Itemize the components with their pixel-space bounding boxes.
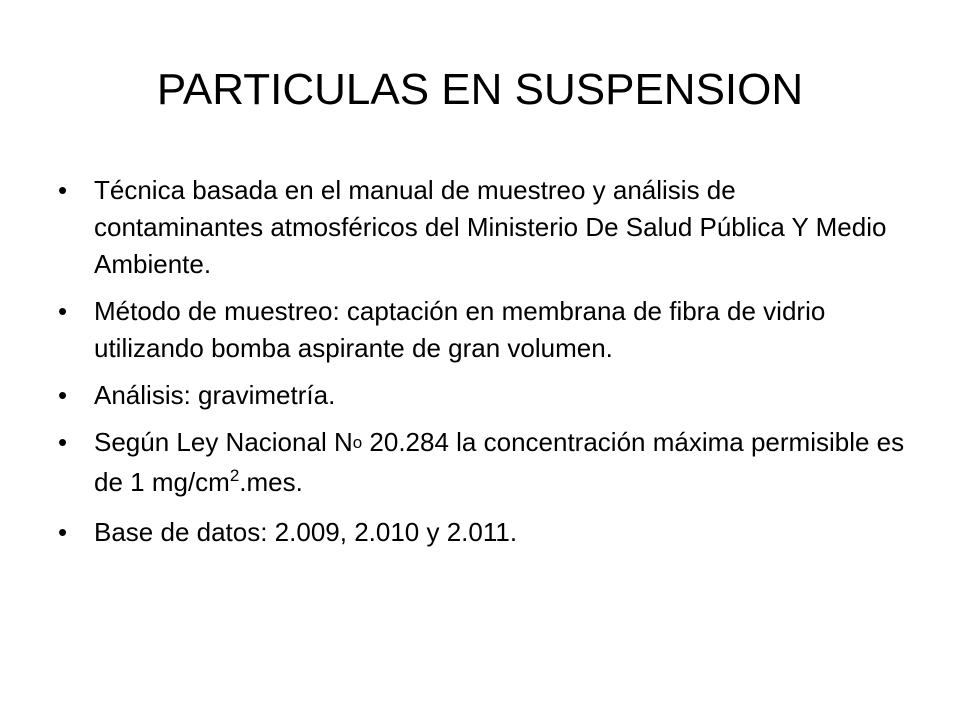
bullet-icon: •: [58, 427, 68, 457]
bullet-text: Base de datos: 2.009, 2.010 y 2.011.: [94, 517, 518, 547]
bullet-icon: •: [58, 175, 68, 205]
bullet-icon: •: [58, 380, 68, 410]
bullet-item: [58, 514, 908, 551]
bullet-text: Método de muestreo: captación en membrana de fibra de vidrio utilizando bomba aspirante de gran volumen.: [94, 296, 826, 363]
subscript-text: o: [352, 433, 363, 452]
bullet-text: Técnica basada en el manual de muestreo y análisis de contaminantes atmosféricos del Ministerio De Salud Pública Y Medio Ambiente.: [94, 175, 887, 279]
bullet-item: [58, 293, 908, 367]
bullet-item: [58, 424, 908, 504]
bullet-item: [58, 172, 908, 283]
bullet-text-part: 20.284 la concentración máxima permisible es de 1 mg/cm: [94, 427, 905, 497]
bullet-list: [58, 172, 908, 561]
bullet-text-part: .mes.: [239, 467, 303, 497]
bullet-icon: •: [58, 517, 68, 547]
slide-title: PARTICULAS EN SUSPENSION: [156, 65, 804, 114]
bullet-text-part: Según Ley Nacional N: [94, 427, 353, 457]
bullet-item: [58, 377, 908, 414]
superscript-text: 2: [229, 466, 240, 485]
bullet-icon: •: [58, 296, 68, 326]
bullet-text: Análisis: gravimetría.: [94, 380, 336, 410]
bullet-text: [94, 427, 904, 497]
